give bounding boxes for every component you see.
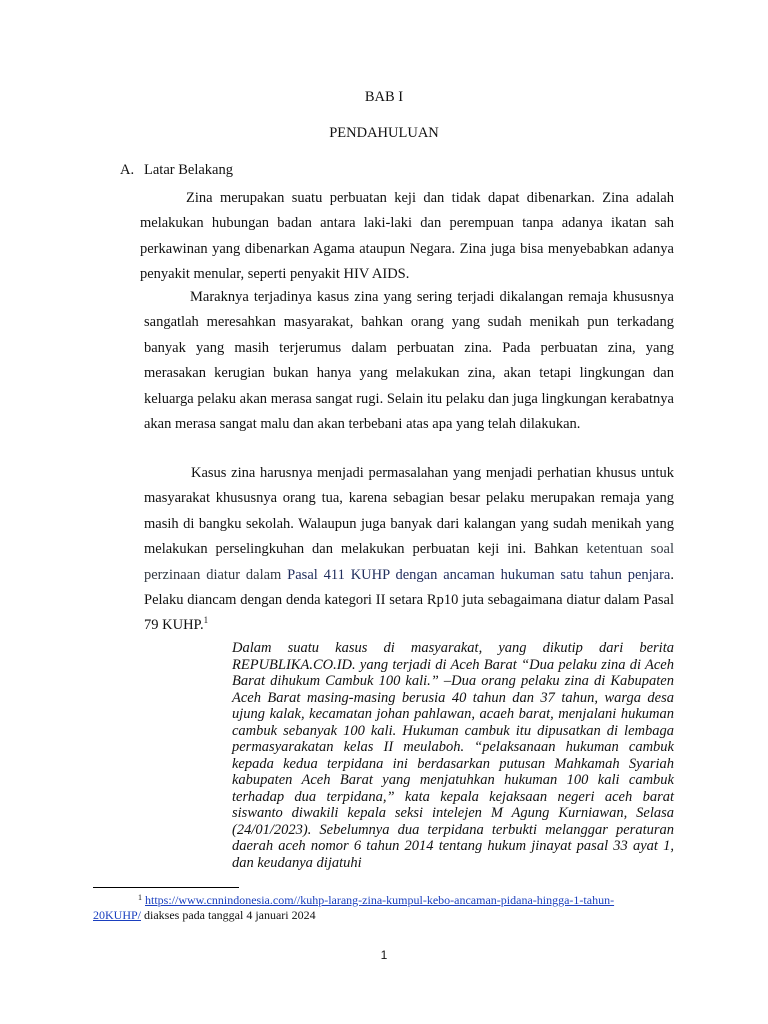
paragraph-3-text-a: Kasus zina harusnya menjadi permasalahan yang menjadi perhatian khusus untuk masyarakat khususnya orang tua, karena sebagian besar pelaku merupakan remaja yang masih di bangku sekolah. Walaupun juga banyak dari kalangan yang sudah menikah yang melakukan perselingkuhan dan melakukan perbuatan keji ini. Bahkan bbox=[144, 465, 674, 558]
paragraph-3-text-c: . Pelaku diancam dengan denda kategori II setara Rp10 juta sebagaimana diatur dalam Pasal 79 KUHP. bbox=[144, 566, 674, 634]
chapter-title: PENDAHULUAN bbox=[329, 125, 439, 141]
paragraph-3 bbox=[144, 461, 674, 639]
block-quote: Dalam suatu kasus di masyarakat, yang dikutip dari berita REPUBLIKA.CO.ID. yang terjadi di Aceh Barat “Dua pelaku zina di Aceh Barat dihukum Cambuk 100 kali.” –Dua orang pelaku zina di Kabupaten Aceh Barat masing-masing berusia 40 tahun dan 37 tahun, warga desa ujung kalak, kecamatan johan pahlawan, acaeh barat, menjalani hukuman cambuk sebanyak 100 kali. Hukuman cambuk itu dipusatkan di lembaga permasyarakatan kelas II meulaboh. “pelaksanaan hukuman cambuk kepada kedua terpidana ini berdasarkan putusan Mahkamah Syariah kabupaten Aceh Barat yang menjatuhkan hukuman 100 kali cambuk terhadap dua terpidana,” kata kepala kejaksaan negeri aceh barat siswanto diwakili kepala seksi intelejen M Agung Kurniawan, Selasa (24/01/2023). Sebelumnya dua terpidana terbukti melanggar peraturan daerah aceh nomor 6 tahun 2014 tentang hukum jinayat pasal 33 ayat 1, dan keudanya dijatuhi bbox=[232, 640, 674, 871]
footnote-number: 1 bbox=[138, 893, 142, 902]
section-heading bbox=[120, 161, 233, 179]
paragraph-2: Maraknya terjadinya kasus zina yang sering terjadi dikalangan remaja khususnya sangatlah meresahkan masyarakat, bahkan orang yang sudah menikah pun terkadang banyak yang masih terjerumus dalam perbuatan zina. Pada perbuatan zina, yang merasakan kerugian bukan hanya yang melakukan zina, akan tetapi lingkungan dan keluarga pelaku akan merasa sangat rugi. Selain itu pelaku dan juga lingkungan kerabatnya akan merasa sangat malu dan akan terbebani atas apa yang telah dilakukan. bbox=[144, 289, 674, 433]
paragraph-3-text-b: ketentuan soal perzinaan diatur dalam bbox=[144, 541, 674, 583]
footnote-accessed-text: diakses pada tanggal 4 januari 2024 bbox=[141, 908, 316, 922]
section-number: A. bbox=[120, 162, 135, 178]
chapter-number: BAB I bbox=[364, 89, 404, 105]
footnote-reference[interactable]: 1 bbox=[203, 615, 209, 626]
law-reference-link[interactable]: Pasal 411 KUHP dengan ancaman hukuman satu tahun penjara bbox=[287, 566, 671, 583]
section-title: Latar Belakang bbox=[144, 162, 233, 178]
footnote-separator bbox=[93, 887, 239, 888]
footnote bbox=[93, 893, 653, 923]
footnote-url-link[interactable]: https://www.cnnindonesia.com//kuhp-larang-zina-kumpul-kebo-ancaman-pidana-hingga-1-tahun-20KUHP/ bbox=[93, 893, 615, 922]
page-number: 1 bbox=[380, 948, 388, 962]
paragraph-1: Zina merupakan suatu perbuatan keji dan tidak dapat dibenarkan. Zina adalah melakukan hubungan badan antara laki-laki dan perempuan tanpa adanya ikatan sah perkawinan yang dibenarkan Agama ataupun Negara. Zina juga bisa menyebabkan adanya penyakit menular, seperti penyakit HIV AIDS. bbox=[140, 190, 674, 283]
